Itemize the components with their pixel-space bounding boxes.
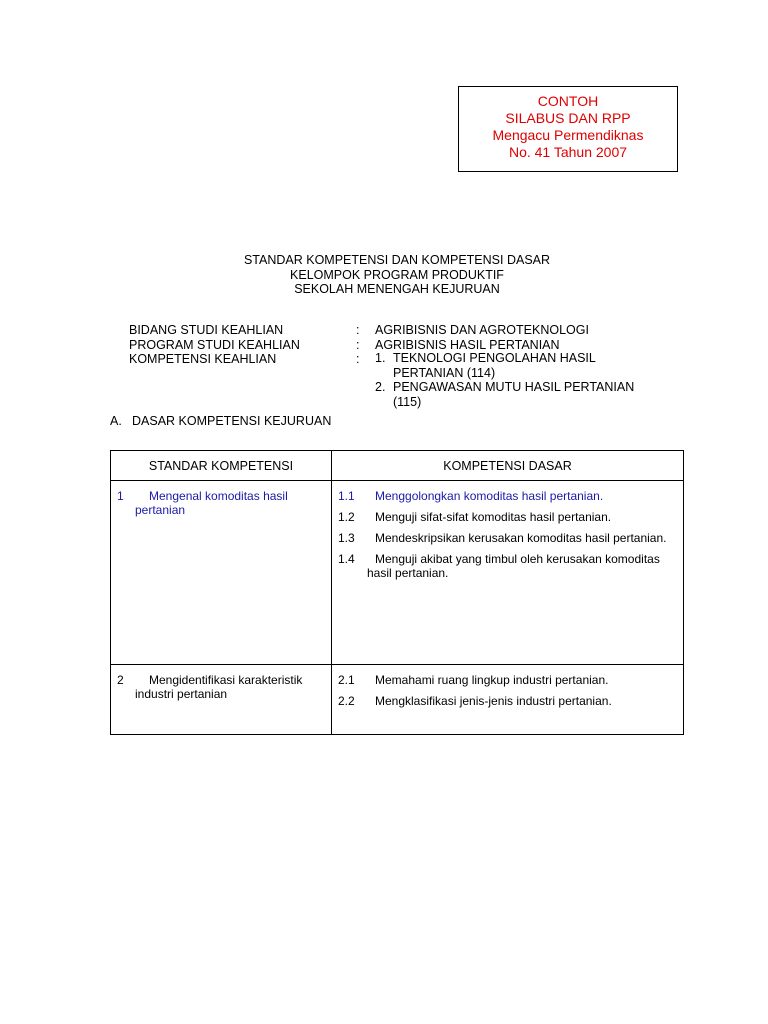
bidang-value: AGRIBISNIS DAN AGROTEKNOLOGI — [375, 323, 589, 337]
dasar-item — [338, 510, 677, 524]
standar-number: 1 — [117, 489, 124, 503]
dasar-item — [338, 673, 677, 687]
dasar-text: Menguji akibat yang timbul oleh kerusakan komoditas hasil pertanian. — [367, 552, 660, 580]
kompetensi-item — [375, 351, 675, 380]
stamp-regulation-number: No. 41 Tahun 2007 — [508, 144, 628, 160]
stamp-title: CONTOH — [537, 93, 599, 109]
table-header-row — [111, 451, 684, 481]
standar-cell — [111, 665, 332, 735]
program-value: AGRIBISNIS HASIL PERTANIAN — [375, 337, 560, 352]
dasar-text: Menggolongkan komoditas hasil pertanian. — [375, 489, 604, 503]
section-letter: A. — [110, 414, 122, 428]
dasar-number: 1.1 — [338, 489, 355, 503]
dasar-cell — [332, 665, 684, 735]
section-heading — [110, 414, 331, 428]
contoh-stamp-box — [458, 86, 678, 172]
dasar-list — [332, 481, 683, 593]
item-line-1: TEKNOLOGI PENGOLAHAN HASIL — [393, 351, 596, 365]
competency-table — [110, 450, 684, 735]
header-line-2: KELOMPOK PROGRAM PRODUKTIF — [290, 267, 504, 282]
colon: : — [356, 337, 360, 352]
kompetensi-item — [375, 380, 675, 409]
table-row — [111, 665, 684, 735]
program-label: PROGRAM STUDI KEAHLIAN — [129, 337, 300, 352]
item-line-2: (115) — [393, 394, 422, 409]
section-title: DASAR KOMPETENSI KEJURUAN — [132, 414, 332, 428]
document-header — [110, 253, 684, 297]
stamp-reference: Mengacu Permendiknas — [492, 127, 644, 143]
item-number: 1. — [375, 351, 386, 365]
dasar-text: Menguji sifat-sifat komoditas hasil pertanian. — [375, 510, 612, 524]
standar-text: Mengidentifikasi karakteristik industri pertanian — [135, 673, 303, 701]
standar-cell — [111, 481, 332, 665]
dasar-item — [338, 531, 677, 545]
item-line-1: PENGAWASAN MUTU HASIL PERTANIAN — [393, 380, 635, 394]
dasar-number: 1.4 — [338, 552, 355, 566]
stamp-subtitle: SILABUS DAN RPP — [505, 110, 631, 126]
dasar-item — [338, 552, 677, 580]
table-row — [111, 481, 684, 665]
dasar-number: 2.2 — [338, 694, 355, 708]
kompetensi-items — [375, 351, 675, 409]
kompetensi-label: KOMPETENSI KEAHLIAN — [129, 352, 277, 366]
dasar-number: 1.2 — [338, 510, 355, 524]
colon: : — [356, 352, 360, 366]
column-header-standar: STANDAR KOMPETENSI — [111, 451, 332, 481]
dasar-item — [338, 489, 677, 503]
dasar-list — [332, 665, 683, 721]
colon: : — [356, 323, 360, 337]
standar-item — [111, 665, 331, 701]
standar-text: Mengenal komoditas hasil pertanian — [135, 489, 288, 517]
item-number: 2. — [375, 380, 386, 394]
dasar-number: 1.3 — [338, 531, 355, 545]
bidang-label: BIDANG STUDI KEAHLIAN — [129, 323, 284, 337]
dasar-cell — [332, 481, 684, 665]
dasar-text: Mendeskripsikan kerusakan komoditas hasil pertanian. — [375, 531, 667, 545]
item-line-2: PERTANIAN (114) — [393, 365, 496, 380]
standar-number: 2 — [117, 673, 124, 687]
column-header-dasar: KOMPETENSI DASAR — [332, 451, 684, 481]
dasar-item — [338, 694, 677, 708]
standar-item — [111, 481, 331, 517]
header-line-1: STANDAR KOMPETENSI DAN KOMPETENSI DASAR — [243, 253, 551, 267]
dasar-text: Memahami ruang lingkup industri pertanian. — [375, 673, 609, 687]
header-line-3: SEKOLAH MENENGAH KEJURUAN — [294, 282, 500, 296]
dasar-number: 2.1 — [338, 673, 355, 687]
dasar-text: Mengklasifikasi jenis-jenis industri pertanian. — [375, 694, 612, 708]
